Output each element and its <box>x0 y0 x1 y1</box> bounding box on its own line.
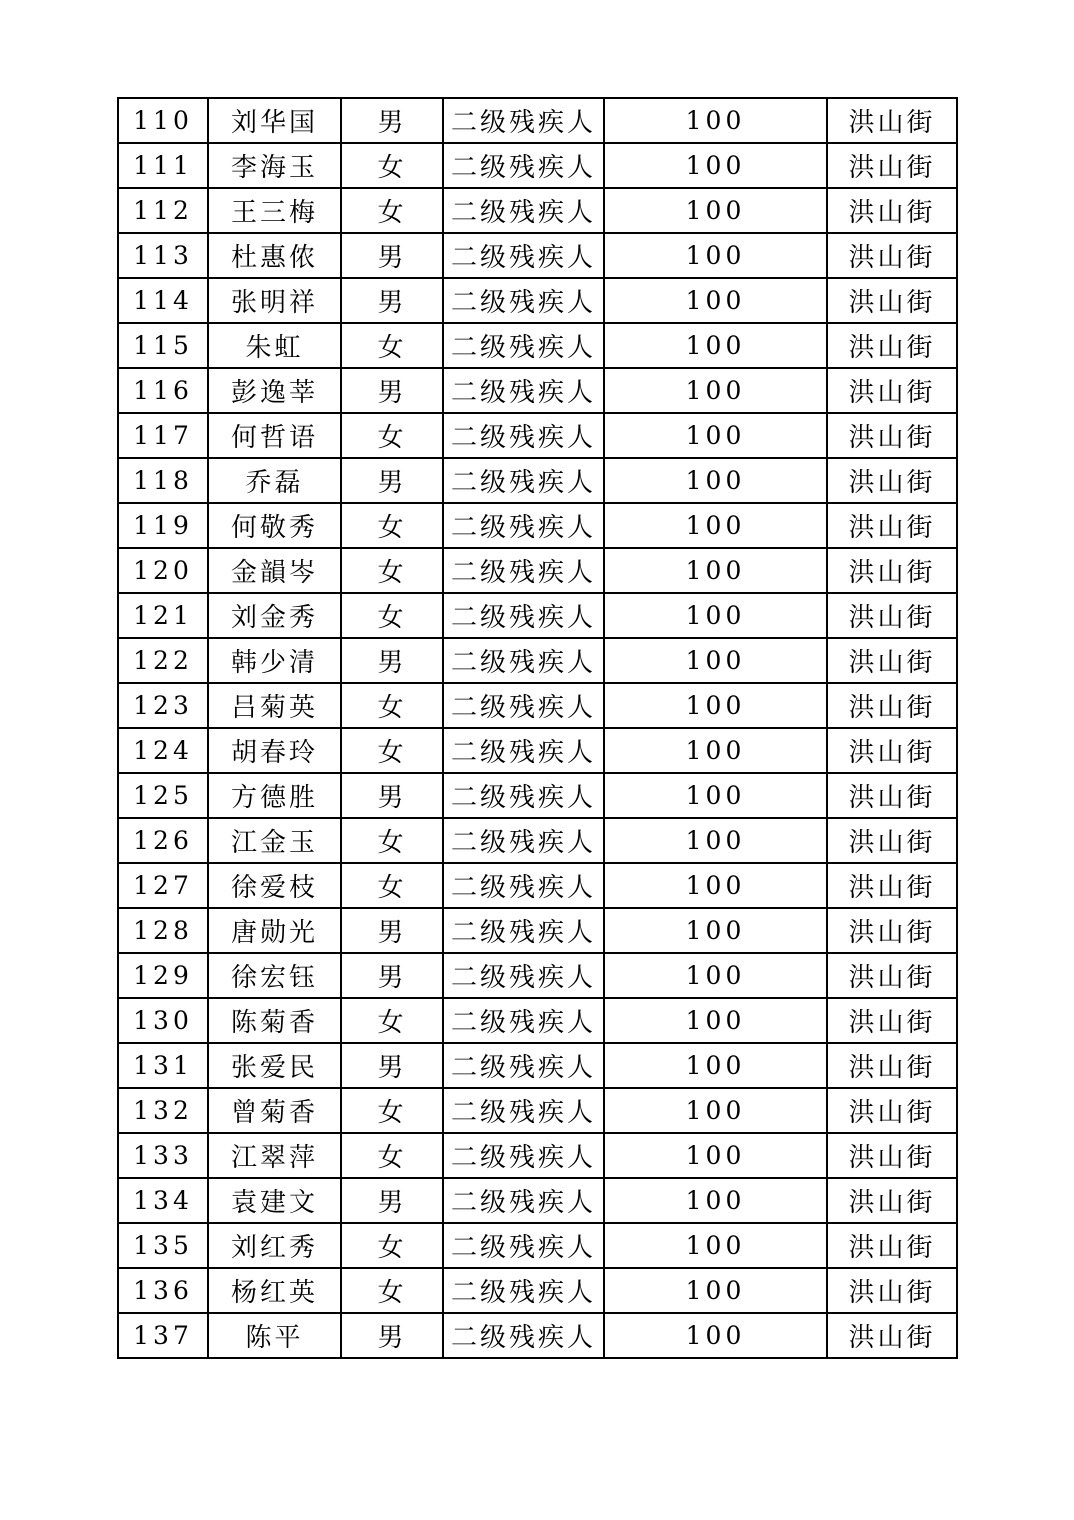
table-row <box>118 368 957 413</box>
gender-cell: 男 <box>341 1043 443 1088</box>
street-cell: 洪山街 <box>827 638 957 683</box>
name-cell: 王三梅 <box>208 188 341 233</box>
amount-cell: 100 <box>604 548 827 593</box>
street-cell: 洪山街 <box>827 1133 957 1178</box>
gender-cell: 女 <box>341 188 443 233</box>
disability-level-cell: 二级残疾人 <box>443 188 604 233</box>
disability-level-cell: 二级残疾人 <box>443 998 604 1043</box>
serial-number-cell: 111 <box>118 143 208 188</box>
disability-level-cell: 二级残疾人 <box>443 1178 604 1223</box>
gender-cell: 男 <box>341 908 443 953</box>
disability-level-cell: 二级残疾人 <box>443 1268 604 1313</box>
amount-cell: 100 <box>604 368 827 413</box>
amount-cell: 100 <box>604 98 827 143</box>
table-row <box>118 1313 957 1358</box>
disability-level-cell: 二级残疾人 <box>443 548 604 593</box>
name-cell: 朱虹 <box>208 323 341 368</box>
serial-number-cell: 123 <box>118 683 208 728</box>
name-cell: 吕菊英 <box>208 683 341 728</box>
amount-cell: 100 <box>604 638 827 683</box>
name-cell: 杜惠侬 <box>208 233 341 278</box>
serial-number-cell: 136 <box>118 1268 208 1313</box>
street-cell: 洪山街 <box>827 683 957 728</box>
serial-number-cell: 119 <box>118 503 208 548</box>
amount-cell: 100 <box>604 323 827 368</box>
disability-level-cell: 二级残疾人 <box>443 863 604 908</box>
gender-cell: 男 <box>341 458 443 503</box>
gender-cell: 男 <box>341 1178 443 1223</box>
gender-cell: 女 <box>341 1088 443 1133</box>
recipient-table <box>117 97 958 1359</box>
street-cell: 洪山街 <box>827 728 957 773</box>
name-cell: 江金玉 <box>208 818 341 863</box>
gender-cell: 男 <box>341 368 443 413</box>
disability-level-cell: 二级残疾人 <box>443 458 604 503</box>
amount-cell: 100 <box>604 1313 827 1358</box>
amount-cell: 100 <box>604 683 827 728</box>
disability-level-cell: 二级残疾人 <box>443 818 604 863</box>
name-cell: 唐勋光 <box>208 908 341 953</box>
amount-cell: 100 <box>604 773 827 818</box>
table-row <box>118 683 957 728</box>
name-cell: 徐宏钰 <box>208 953 341 998</box>
table-row <box>118 143 957 188</box>
disability-level-cell: 二级残疾人 <box>443 503 604 548</box>
street-cell: 洪山街 <box>827 818 957 863</box>
amount-cell: 100 <box>604 953 827 998</box>
table-row <box>118 728 957 773</box>
gender-cell: 女 <box>341 998 443 1043</box>
disability-level-cell: 二级残疾人 <box>443 638 604 683</box>
disability-level-cell: 二级残疾人 <box>443 1043 604 1088</box>
amount-cell: 100 <box>604 1133 827 1178</box>
serial-number-cell: 114 <box>118 278 208 323</box>
serial-number-cell: 135 <box>118 1223 208 1268</box>
table-row <box>118 908 957 953</box>
serial-number-cell: 126 <box>118 818 208 863</box>
gender-cell: 女 <box>341 593 443 638</box>
disability-level-cell: 二级残疾人 <box>443 1133 604 1178</box>
serial-number-cell: 137 <box>118 1313 208 1358</box>
name-cell: 方德胜 <box>208 773 341 818</box>
amount-cell: 100 <box>604 998 827 1043</box>
name-cell: 胡春玲 <box>208 728 341 773</box>
serial-number-cell: 117 <box>118 413 208 458</box>
gender-cell: 男 <box>341 953 443 998</box>
amount-cell: 100 <box>604 143 827 188</box>
amount-cell: 100 <box>604 593 827 638</box>
disability-level-cell: 二级残疾人 <box>443 773 604 818</box>
serial-number-cell: 112 <box>118 188 208 233</box>
name-cell: 韩少清 <box>208 638 341 683</box>
street-cell: 洪山街 <box>827 1088 957 1133</box>
serial-number-cell: 110 <box>118 98 208 143</box>
amount-cell: 100 <box>604 818 827 863</box>
gender-cell: 女 <box>341 1268 443 1313</box>
street-cell: 洪山街 <box>827 143 957 188</box>
serial-number-cell: 122 <box>118 638 208 683</box>
serial-number-cell: 128 <box>118 908 208 953</box>
disability-level-cell: 二级残疾人 <box>443 233 604 278</box>
amount-cell: 100 <box>604 503 827 548</box>
amount-cell: 100 <box>604 1223 827 1268</box>
gender-cell: 女 <box>341 683 443 728</box>
table-row <box>118 1223 957 1268</box>
street-cell: 洪山街 <box>827 233 957 278</box>
street-cell: 洪山街 <box>827 278 957 323</box>
serial-number-cell: 134 <box>118 1178 208 1223</box>
street-cell: 洪山街 <box>827 863 957 908</box>
street-cell: 洪山街 <box>827 1313 957 1358</box>
name-cell: 陈平 <box>208 1313 341 1358</box>
gender-cell: 女 <box>341 818 443 863</box>
name-cell: 刘金秀 <box>208 593 341 638</box>
table-row <box>118 323 957 368</box>
gender-cell: 女 <box>341 728 443 773</box>
table-row <box>118 548 957 593</box>
serial-number-cell: 127 <box>118 863 208 908</box>
name-cell: 金韻岑 <box>208 548 341 593</box>
amount-cell: 100 <box>604 413 827 458</box>
serial-number-cell: 130 <box>118 998 208 1043</box>
name-cell: 杨红英 <box>208 1268 341 1313</box>
serial-number-cell: 113 <box>118 233 208 278</box>
serial-number-cell: 116 <box>118 368 208 413</box>
gender-cell: 女 <box>341 323 443 368</box>
disability-level-cell: 二级残疾人 <box>443 278 604 323</box>
amount-cell: 100 <box>604 1178 827 1223</box>
serial-number-cell: 133 <box>118 1133 208 1178</box>
gender-cell: 女 <box>341 503 443 548</box>
amount-cell: 100 <box>604 908 827 953</box>
gender-cell: 女 <box>341 1223 443 1268</box>
street-cell: 洪山街 <box>827 773 957 818</box>
amount-cell: 100 <box>604 233 827 278</box>
street-cell: 洪山街 <box>827 1223 957 1268</box>
table-row <box>118 1133 957 1178</box>
serial-number-cell: 131 <box>118 1043 208 1088</box>
amount-cell: 100 <box>604 458 827 503</box>
street-cell: 洪山街 <box>827 1178 957 1223</box>
gender-cell: 女 <box>341 863 443 908</box>
disability-level-cell: 二级残疾人 <box>443 413 604 458</box>
name-cell: 李海玉 <box>208 143 341 188</box>
disability-level-cell: 二级残疾人 <box>443 953 604 998</box>
table-row <box>118 1088 957 1133</box>
name-cell: 刘红秀 <box>208 1223 341 1268</box>
serial-number-cell: 124 <box>118 728 208 773</box>
gender-cell: 男 <box>341 1313 443 1358</box>
street-cell: 洪山街 <box>827 908 957 953</box>
street-cell: 洪山街 <box>827 953 957 998</box>
table-row <box>118 1268 957 1313</box>
table-row <box>118 818 957 863</box>
street-cell: 洪山街 <box>827 413 957 458</box>
table-row <box>118 278 957 323</box>
street-cell: 洪山街 <box>827 998 957 1043</box>
street-cell: 洪山街 <box>827 593 957 638</box>
serial-number-cell: 121 <box>118 593 208 638</box>
name-cell: 张明祥 <box>208 278 341 323</box>
table-row <box>118 1178 957 1223</box>
disability-level-cell: 二级残疾人 <box>443 143 604 188</box>
table-row <box>118 503 957 548</box>
amount-cell: 100 <box>604 1088 827 1133</box>
name-cell: 乔磊 <box>208 458 341 503</box>
name-cell: 曾菊香 <box>208 1088 341 1133</box>
table-row <box>118 1043 957 1088</box>
street-cell: 洪山街 <box>827 368 957 413</box>
table-body <box>118 98 957 1358</box>
table-row <box>118 593 957 638</box>
street-cell: 洪山街 <box>827 1043 957 1088</box>
gender-cell: 男 <box>341 278 443 323</box>
gender-cell: 男 <box>341 98 443 143</box>
disability-level-cell: 二级残疾人 <box>443 1223 604 1268</box>
serial-number-cell: 115 <box>118 323 208 368</box>
disability-level-cell: 二级残疾人 <box>443 593 604 638</box>
disability-level-cell: 二级残疾人 <box>443 1088 604 1133</box>
gender-cell: 女 <box>341 413 443 458</box>
amount-cell: 100 <box>604 863 827 908</box>
name-cell: 徐爱枝 <box>208 863 341 908</box>
gender-cell: 女 <box>341 143 443 188</box>
street-cell: 洪山街 <box>827 188 957 233</box>
table-row <box>118 953 957 998</box>
amount-cell: 100 <box>604 1268 827 1313</box>
table-row <box>118 458 957 503</box>
disability-level-cell: 二级残疾人 <box>443 98 604 143</box>
disability-level-cell: 二级残疾人 <box>443 368 604 413</box>
table-row <box>118 413 957 458</box>
gender-cell: 女 <box>341 1133 443 1178</box>
street-cell: 洪山街 <box>827 548 957 593</box>
amount-cell: 100 <box>604 188 827 233</box>
table-row <box>118 98 957 143</box>
table-row <box>118 773 957 818</box>
serial-number-cell: 120 <box>118 548 208 593</box>
name-cell: 彭逸莘 <box>208 368 341 413</box>
disability-level-cell: 二级残疾人 <box>443 908 604 953</box>
table-row <box>118 638 957 683</box>
table-row <box>118 233 957 278</box>
street-cell: 洪山街 <box>827 458 957 503</box>
name-cell: 何敬秀 <box>208 503 341 548</box>
disability-level-cell: 二级残疾人 <box>443 323 604 368</box>
name-cell: 何哲语 <box>208 413 341 458</box>
serial-number-cell: 125 <box>118 773 208 818</box>
amount-cell: 100 <box>604 728 827 773</box>
street-cell: 洪山街 <box>827 98 957 143</box>
serial-number-cell: 132 <box>118 1088 208 1133</box>
disability-level-cell: 二级残疾人 <box>443 728 604 773</box>
table-row <box>118 188 957 233</box>
gender-cell: 男 <box>341 773 443 818</box>
amount-cell: 100 <box>604 1043 827 1088</box>
gender-cell: 男 <box>341 638 443 683</box>
name-cell: 陈菊香 <box>208 998 341 1043</box>
gender-cell: 女 <box>341 548 443 593</box>
name-cell: 袁建文 <box>208 1178 341 1223</box>
disability-level-cell: 二级残疾人 <box>443 683 604 728</box>
table-row <box>118 998 957 1043</box>
amount-cell: 100 <box>604 278 827 323</box>
name-cell: 江翠萍 <box>208 1133 341 1178</box>
street-cell: 洪山街 <box>827 1268 957 1313</box>
name-cell: 张爱民 <box>208 1043 341 1088</box>
table-row <box>118 863 957 908</box>
disability-level-cell: 二级残疾人 <box>443 1313 604 1358</box>
gender-cell: 男 <box>341 233 443 278</box>
name-cell: 刘华国 <box>208 98 341 143</box>
street-cell: 洪山街 <box>827 323 957 368</box>
street-cell: 洪山街 <box>827 503 957 548</box>
serial-number-cell: 129 <box>118 953 208 998</box>
serial-number-cell: 118 <box>118 458 208 503</box>
